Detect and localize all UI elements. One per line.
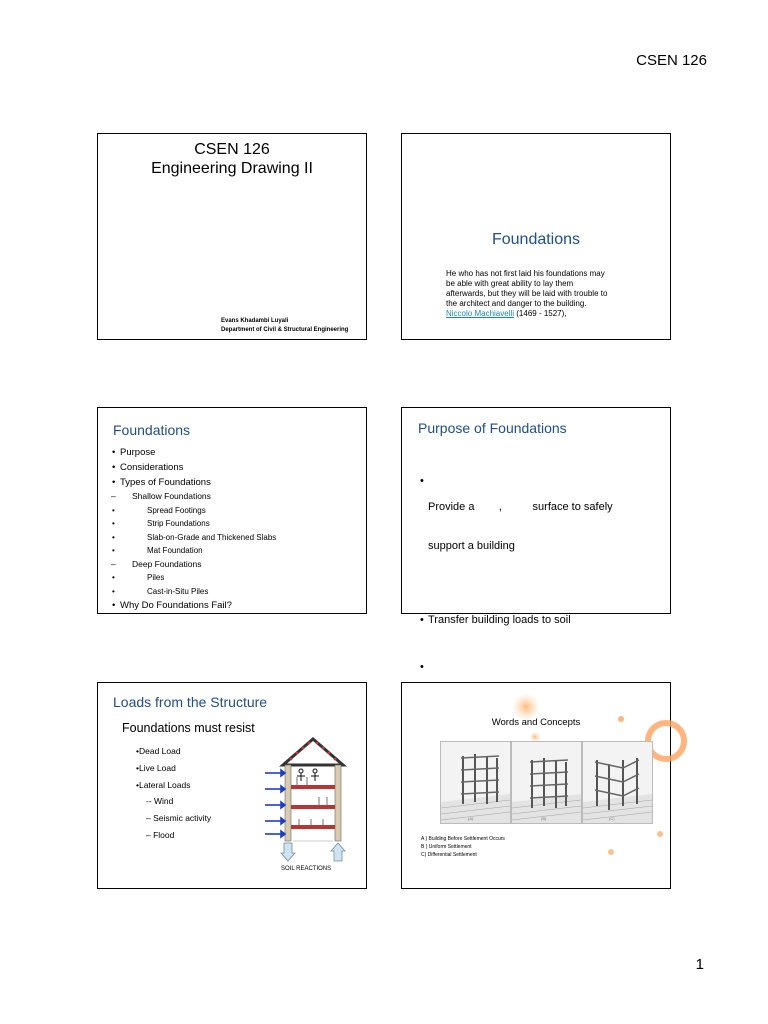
slide6-title: Words and Concepts [491,717,581,728]
slide-purpose [401,407,671,626]
slide3-outline [120,445,276,613]
list-item: • Mat Foundation [147,544,276,558]
panel-differential-settlement [582,741,653,824]
list-item: – Deep Foundations [132,558,276,572]
author-link[interactable]: Niccolo Machiavelli [446,309,515,318]
soil-reactions-caption: SOIL REACTIONS [281,866,332,872]
slide-loads [97,682,367,889]
caption-line: B ) Uniform Settlement [421,844,472,850]
slide5-title: Loads from the Structure [113,694,268,710]
list-item: • Considerations [120,460,276,475]
quote-line: afterwards, but they will be laid with trouble to [446,289,608,298]
list-item: -- Wind [146,796,174,807]
panel-before-settlement [440,741,511,824]
list-item: • Types of Foundations [120,475,276,490]
bullet-text: support a building [428,540,515,552]
slide-words-concepts [401,682,671,889]
list-item: • Strip Foundations [147,517,276,531]
slide6-captions [421,835,505,859]
list-item: – Flood [146,829,175,840]
list-item: •Live Load [136,762,176,773]
page-number: 1 [695,956,704,973]
slide4-title: Purpose of Foundations [418,420,567,436]
quote-line: be able with great ability to lay them [446,279,574,288]
slide5-subtitle: Foundations must resist [122,721,255,735]
slide-title [97,133,367,340]
list-item: •Lateral Loads [136,779,191,790]
caption-line: A ) Building Before Settlement Occurs [421,836,505,842]
list-item [428,475,627,579]
list-item: • Spread Footings [147,504,276,518]
caption-line: C) Differential Settlement [421,852,477,858]
page-header: CSEN 126 [636,52,707,69]
slide1-title-line1: CSEN 126 [194,141,270,158]
list-item: – Seismic activity [146,813,212,824]
list-item: • Cast-in-Situ Piles [147,585,276,599]
slide-foundations-quote [401,133,671,340]
panel-label: (C) [609,816,615,821]
slide2-title: Foundations [491,231,581,248]
quote-line: He who has not first laid his foundations may [446,269,605,278]
house-load-diagram [263,731,363,871]
slide3-title: Foundations [113,422,191,438]
list-item: • Piles [147,571,276,585]
list-item: – Shallow Foundations [132,490,276,504]
panel-label: (A) [468,816,474,821]
list-item: •Dead Load [136,746,181,756]
list-item: • Why Do Foundations Fail? [120,598,276,613]
author-dates: (1469 - 1527), [514,309,567,318]
slide1-title-line2: Engineering Drawing II [151,160,313,177]
list-item: • Purpose [120,445,276,460]
bullet-text: • Provide a , surface to safely [428,501,613,513]
slide5-load-list [136,743,211,844]
list-item: • Slab-on-Grade and Thickened Slabs [147,531,276,545]
panel-label: (B) [541,816,547,821]
slide2-quote [446,269,607,319]
slide-foundations-outline [97,407,367,614]
slide1-department: Department of Civil & Structural Engineering [221,327,349,333]
list-item: • Transfer building loads to soil [428,614,627,627]
panel-uniform-settlement [511,741,582,824]
slide1-author: Evans Khadambi Luyali [221,318,289,324]
quote-line: the architect and danger to the building. [446,299,587,308]
